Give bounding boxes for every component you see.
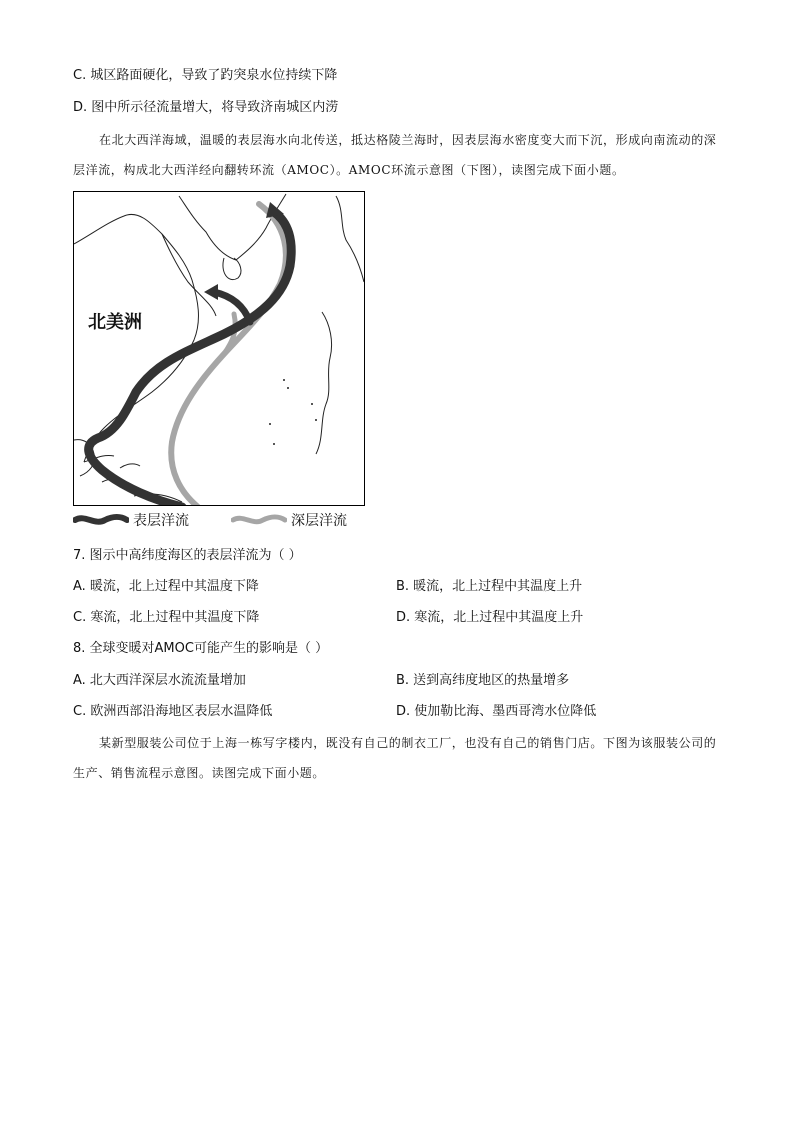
q7-option-a[interactable]: A. 暖流，北上过程中其温度下降 [73, 579, 259, 594]
surface-swatch-icon [73, 512, 129, 528]
map-legend [73, 510, 373, 532]
north-america-label: 北美洲 [88, 312, 142, 333]
q7-option-b[interactable]: B. 暖流，北上过程中其温度上升 [396, 579, 583, 594]
surface-arrowhead-branch [204, 284, 218, 300]
q8-option-d[interactable]: D. 使加勒比海、墨西哥湾水位降低 [396, 704, 597, 719]
north-america-coast [74, 214, 198, 462]
surface-current-branch [214, 292, 250, 322]
surface-current-path [89, 212, 292, 506]
legend-surface [73, 510, 189, 530]
intro-text: 在北大西洋海域，温暖的表层海水向北传送，抵达格陵兰海时，因表层海水密度变大而下沉，形成向南流动的深层洋流，构成北大西洋经向翻转环流（AMOC）。AMOC环流示意图（下图），读图完成下面小题。 [73, 133, 717, 177]
q8-option-a[interactable]: A. 北大西洋深层水流流量增加 [73, 673, 246, 688]
q7-option-c[interactable]: C. 寒流，北上过程中其温度下降 [73, 610, 260, 625]
intro-paragraph [73, 125, 723, 185]
europe-outline [336, 196, 364, 282]
option-c-prev: C. 城区路面硬化，导致了趵突泉水位持续下降 [73, 68, 338, 83]
q8-option-b[interactable]: B. 送到高纬度地区的热量增多 [396, 673, 570, 688]
legend-surface-label: 表层洋流 [133, 513, 189, 529]
map-drawing [74, 192, 365, 506]
q8-stem: 8. 全球变暖对AMOC可能产生的影响是（ ） [73, 641, 329, 656]
outro-paragraph [73, 728, 723, 788]
europe-coast [316, 312, 332, 454]
q8-option-c[interactable]: C. 欧洲西部沿海地区表层水温降低 [73, 704, 273, 719]
deep-swatch-icon [231, 512, 287, 528]
greenland-inner [223, 258, 241, 280]
q7-stem: 7. 图示中高纬度海区的表层洋流为（ ） [73, 548, 302, 563]
outro-text: 某新型服装公司位于上海一栋写字楼内，既没有自己的制衣工厂，也没有自己的销售门店。下图为该服装公司的生产、销售流程示意图。读图完成下面小题。 [73, 736, 717, 780]
amoc-map [73, 191, 365, 506]
legend-deep-label: 深层洋流 [291, 513, 347, 529]
canada-coast [162, 234, 216, 316]
option-d-prev: D. 图中所示径流量增大，将导致济南城区内涝 [73, 100, 339, 115]
legend-deep [231, 510, 347, 530]
q7-option-d[interactable]: D. 寒流，北上过程中其温度上升 [396, 610, 584, 625]
